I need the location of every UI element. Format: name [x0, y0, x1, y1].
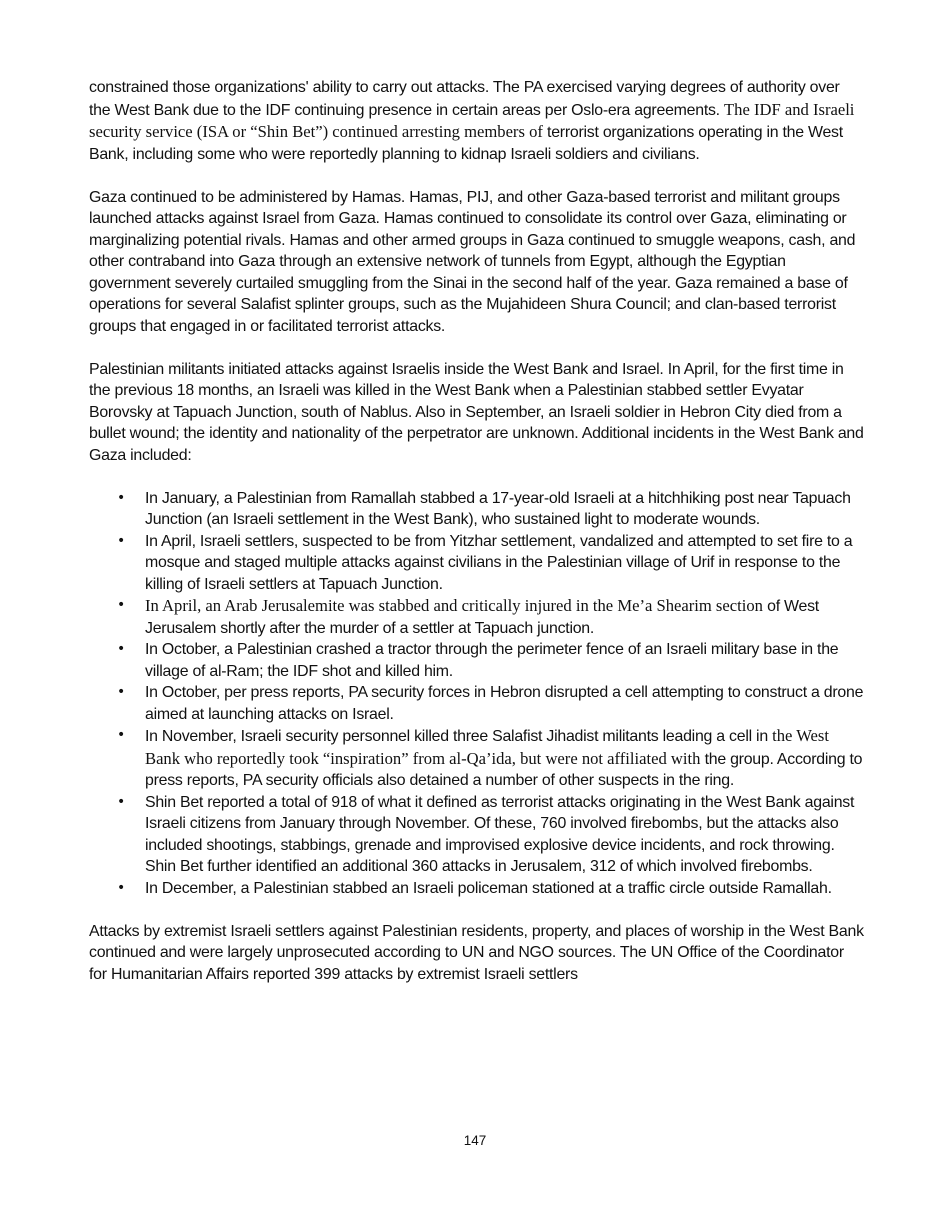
- list-item-text: of West Jerusalem shortly after the murder of a settler at Tapuach junction.: [145, 598, 819, 637]
- list-item-text-serif: the West Bank who reportedly took “inspiration” from al-Qa’ida, but were not affiliated with: [145, 726, 829, 768]
- paragraph-text: constrained those organizations' ability to carry out attacks. The PA exercised varying degrees of authority over the West Bank due to the IDF continuing presence in certain areas per Oslo-era agreements.: [89, 79, 840, 119]
- list-item: • In December, a Palestinian stabbed an Israeli policeman stationed at a traffic circle outside Ramallah.: [89, 878, 864, 900]
- document-body: [89, 77, 864, 1007]
- paragraph-militants: Palestinian militants initiated attacks against Israelis inside the West Bank and Israel. In April, for the first time in the previous 18 months, an Israeli was killed in the West Bank when a Palestinian stabbed settler Evyatar Borovsky at Tapuach Junction, south of Nablus. Also in September, an Israeli soldier in Hebron City died from a bullet wound; the identity and nationality of the perpetrator are unknown. Additional incidents in the West Bank and Gaza included:: [89, 360, 864, 464]
- paragraph-text-serif: The IDF and Israeli security service (ISA or “Shin Bet”) continued arresting members of: [89, 99, 855, 141]
- paragraph-closing: Attacks by extremist Israeli settlers against Palestinian residents, property, and places of worship in the West Bank continued and were largely unprosecuted according to UN and NGO sources. The UN Office of the Coordinator for Humanitarian Affairs reported 399 attacks by extremist Israeli settlers: [89, 922, 864, 983]
- list-item: • In January, a Palestinian from Ramallah stabbed a 17-year-old Israeli at a hitchhiking post near Tapuach Junction (an Israeli settlement in the West Bank), who sustained light to moderate wounds.: [89, 488, 864, 531]
- list-item-text: In November, Israeli security personnel killed three Salafist Jihadist militants leading a cell in: [145, 728, 773, 745]
- incident-list: [89, 488, 864, 900]
- paragraph-intro: [89, 77, 864, 165]
- list-item: [89, 725, 864, 792]
- list-item-text-serif: In April, an Arab Jerusalemite was stabbed and critically injured in the Me’a Shearim section: [145, 596, 763, 615]
- list-item: • In April, Israeli settlers, suspected to be from Yitzhar settlement, vandalized and attempted to set fire to a mosque and staged multiple attacks against civilians in the Palestinian village of Urif in response to the killing of Israeli settlers at Tapuach Junction.: [89, 531, 864, 596]
- list-item: • In October, a Palestinian crashed a tractor through the perimeter fence of an Israeli military base in the village of al-Ram; the IDF shot and killed him.: [89, 639, 864, 682]
- paragraph-gaza: Gaza continued to be administered by Hamas. Hamas, PIJ, and other Gaza-based terrorist and militant groups launched attacks against Israel from Gaza. Hamas continued to consolidate its control over Gaza, eliminating or marginalizing potential rivals. Hamas and other armed groups in Gaza continued to smuggle weapons, cash, and other contraband into Gaza through an extensive network of tunnels from Egypt, although the Egyptian government severely curtailed smuggling from the Sinai in the second half of the year. Gaza remained a base of operations for several Salafist splinter groups, such as the Mujahideen Shura Council; and clan-based terrorist groups that engaged in or facilitated terrorist attacks.: [89, 188, 856, 335]
- page-number: 147: [463, 1133, 487, 1148]
- list-item-text: the group. According to press reports, PA security officials also detained a number of other suspects in the ring.: [145, 750, 863, 789]
- list-item: • In October, per press reports, PA security forces in Hebron disrupted a cell attempting to construct a drone aimed at launching attacks on Israel.: [89, 682, 864, 725]
- list-item: • Shin Bet reported a total of 918 of what it defined as terrorist attacks originating in the West Bank against Israeli citizens from January through November. Of these, 760 involved firebombs, but the attacks also included shootings, stabbings, grenade and improvised explosive device incidents, and rock throwing. Shin Bet further identified an additional 360 attacks in Jerusalem, 312 of which involved firebombs.: [89, 792, 864, 878]
- paragraph-text: terrorist organizations operating in the West Bank, including some who were reportedly planning to kidnap Israeli soldiers and civilians.: [89, 124, 843, 163]
- list-item: [89, 595, 864, 639]
